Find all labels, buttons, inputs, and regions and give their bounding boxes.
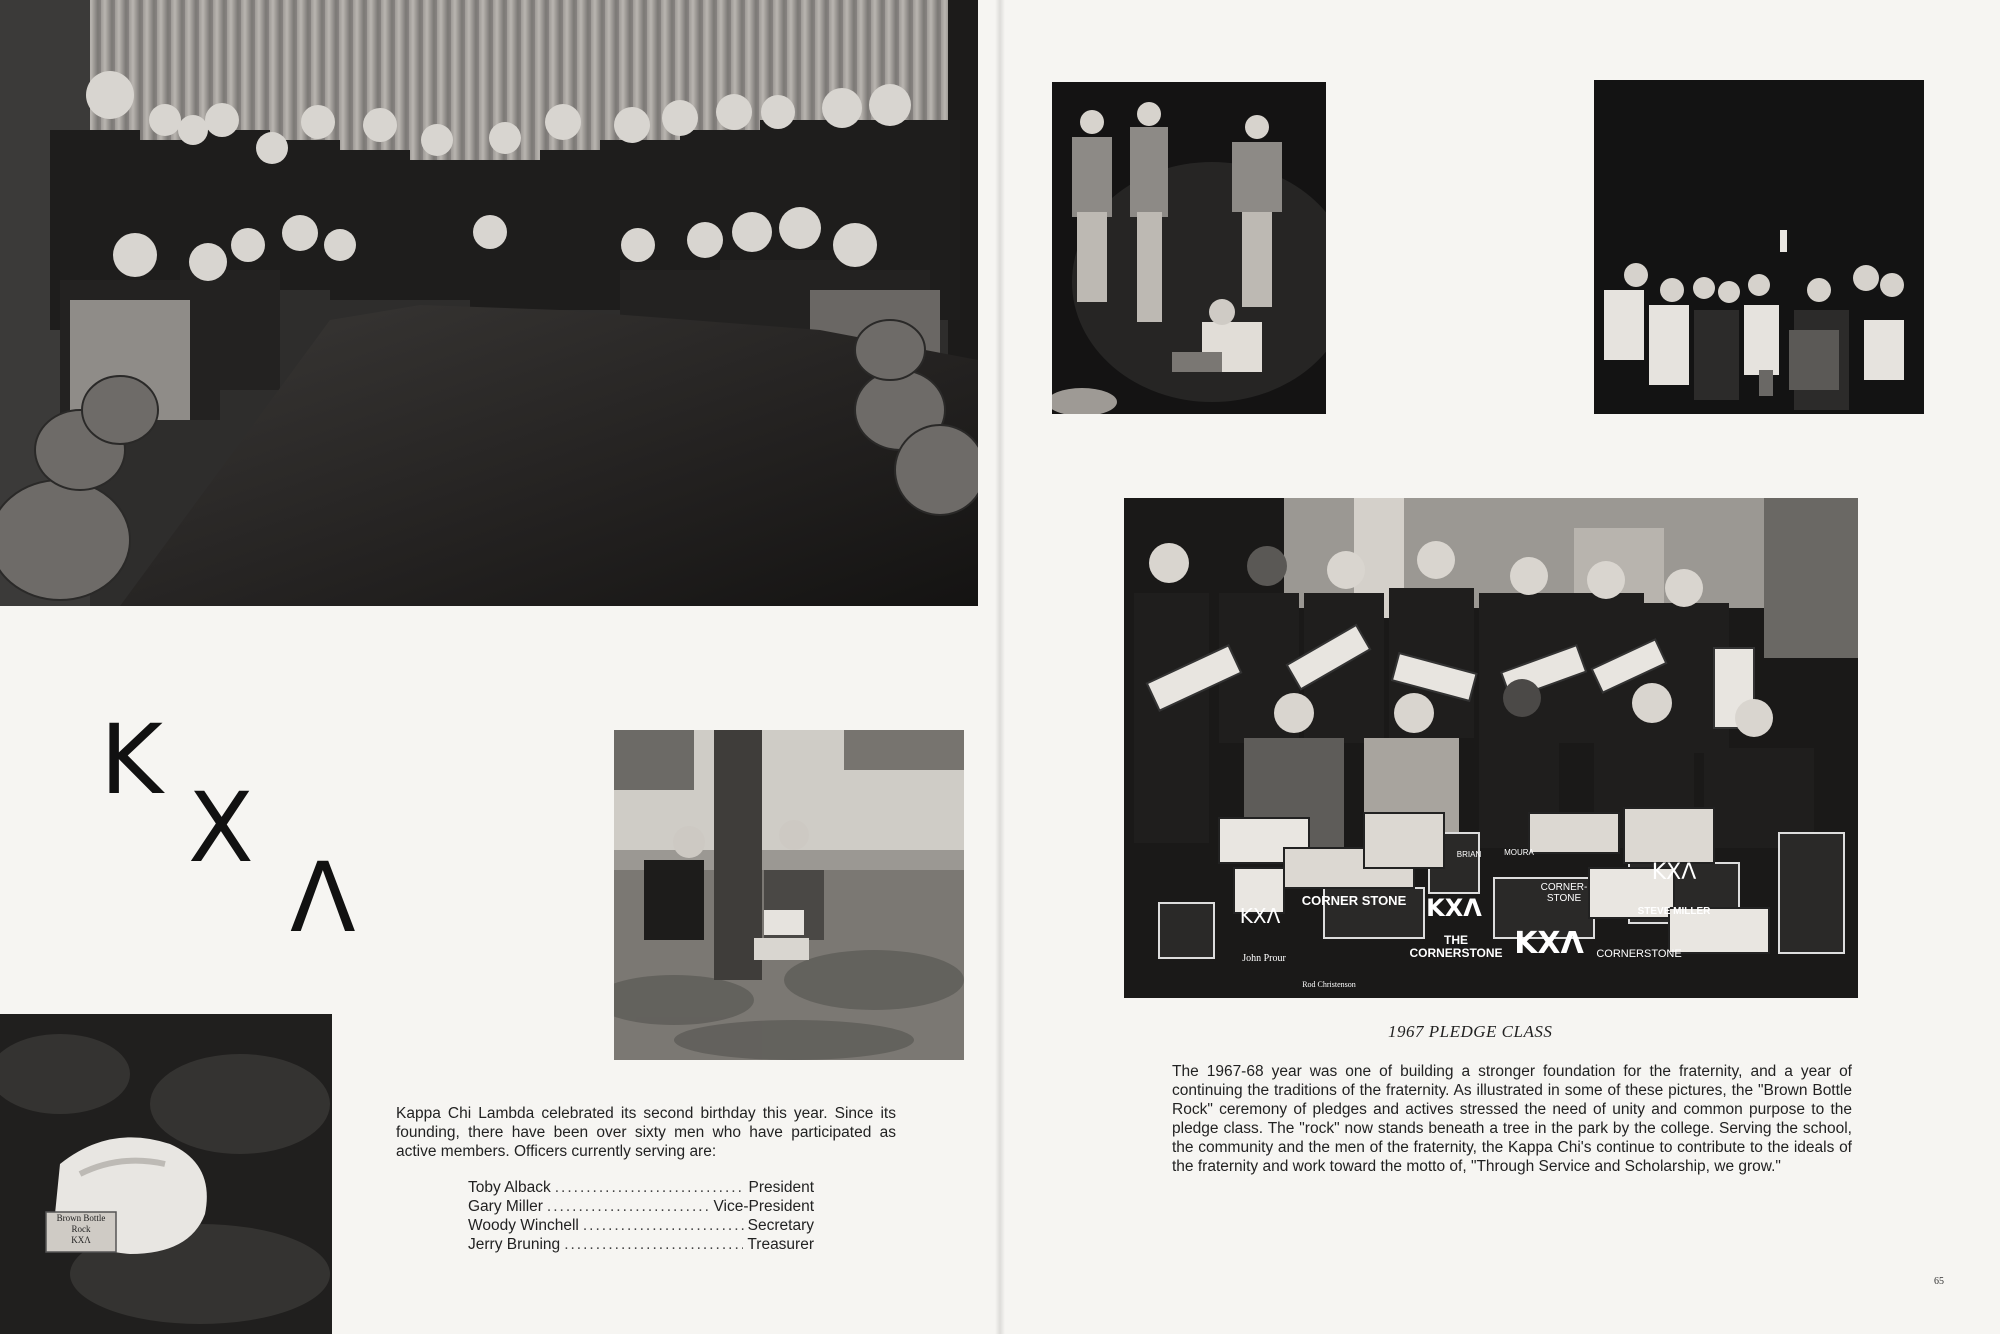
sign-label: KXΛ bbox=[1239, 904, 1281, 928]
intro-paragraph: Kappa Chi Lambda celebrated its second birthday this year. Since its founding, there have been over sixty men who have participated as active members. Officers currently serving are: bbox=[396, 1105, 896, 1160]
sign-label: John Prour bbox=[1242, 953, 1286, 964]
sign-label: STEVE MILLER bbox=[1637, 906, 1711, 917]
group-photo-boardroom bbox=[0, 0, 978, 606]
officer-row bbox=[468, 1178, 814, 1197]
sign-label: Rod Christenson bbox=[1302, 980, 1356, 989]
dot-leader bbox=[583, 1216, 744, 1235]
sign-label: CORNER-STONE bbox=[1540, 882, 1588, 904]
rock-sign-line-3: KXΛ bbox=[71, 1235, 91, 1245]
dot-leader bbox=[555, 1178, 745, 1197]
sign-label: THE CORNERSTONE bbox=[1409, 933, 1503, 960]
dot-leader bbox=[564, 1235, 743, 1254]
officers-list bbox=[468, 1178, 814, 1254]
officer-title: Secretary bbox=[747, 1217, 814, 1234]
tree-photo bbox=[614, 730, 964, 1060]
night-ceremony-photo-1 bbox=[1052, 82, 1326, 414]
officer-row bbox=[468, 1197, 814, 1216]
officer-title: Treasurer bbox=[747, 1236, 814, 1253]
officer-row bbox=[468, 1216, 814, 1235]
sign-label: KXΛ bbox=[1514, 926, 1584, 961]
sign-label: BRIAN bbox=[1456, 850, 1482, 859]
rock-sign-line-2: Rock bbox=[71, 1224, 91, 1234]
greek-letter-chi: X bbox=[188, 772, 254, 884]
page-number: 65 bbox=[1934, 1276, 1944, 1287]
sign-label: CORNERSTONE bbox=[1596, 948, 1682, 960]
sign-label: KXΛ bbox=[1426, 894, 1482, 922]
sign-label: MOURA bbox=[1504, 848, 1534, 857]
sign-label: CORNER STONE bbox=[1301, 893, 1407, 908]
rock-sign-line-1: Brown Bottle bbox=[56, 1213, 106, 1223]
pledge-class-photo bbox=[1124, 498, 1858, 998]
rock-photo bbox=[0, 1014, 332, 1334]
officer-row bbox=[468, 1235, 814, 1254]
officer-name: Woody Winchell bbox=[468, 1217, 579, 1234]
officer-title: Vice-President bbox=[713, 1198, 814, 1215]
officer-title: President bbox=[748, 1179, 814, 1196]
greek-letter-kappa: K bbox=[100, 704, 163, 816]
pledge-class-caption: 1967 PLEDGE CLASS bbox=[1388, 1022, 1553, 1041]
officer-name: Gary Miller bbox=[468, 1198, 543, 1215]
officer-name: Jerry Bruning bbox=[468, 1236, 561, 1253]
pledge-paragraph: The 1967-68 year was one of building a stronger foundation for the fraternity, and a year of continuing the traditions of the fraternity. As illustrated in some of these pictures, the "Brown Bottle Rock" ceremony of pledges and actives stressed the need of unity and common purpose to the pledge class. The "rock" now stands beneath a tree in the park by the college. Serving the school, the community and the men of the fraternity, the Kappa Chi's continue to contribute to the ideals of the fraternity and work toward the motto of, "Through Service and Scholarship, we grow." bbox=[1172, 1063, 1852, 1175]
officer-name: Toby Alback bbox=[468, 1179, 551, 1196]
book-gutter bbox=[995, 0, 1005, 1334]
rock-sign-text bbox=[48, 1213, 114, 1246]
greek-letter-lambda: Λ bbox=[290, 842, 356, 954]
night-ceremony-photo-2 bbox=[1594, 80, 1924, 414]
sign-label: KXΛ bbox=[1651, 860, 1697, 885]
dot-leader bbox=[547, 1197, 710, 1216]
